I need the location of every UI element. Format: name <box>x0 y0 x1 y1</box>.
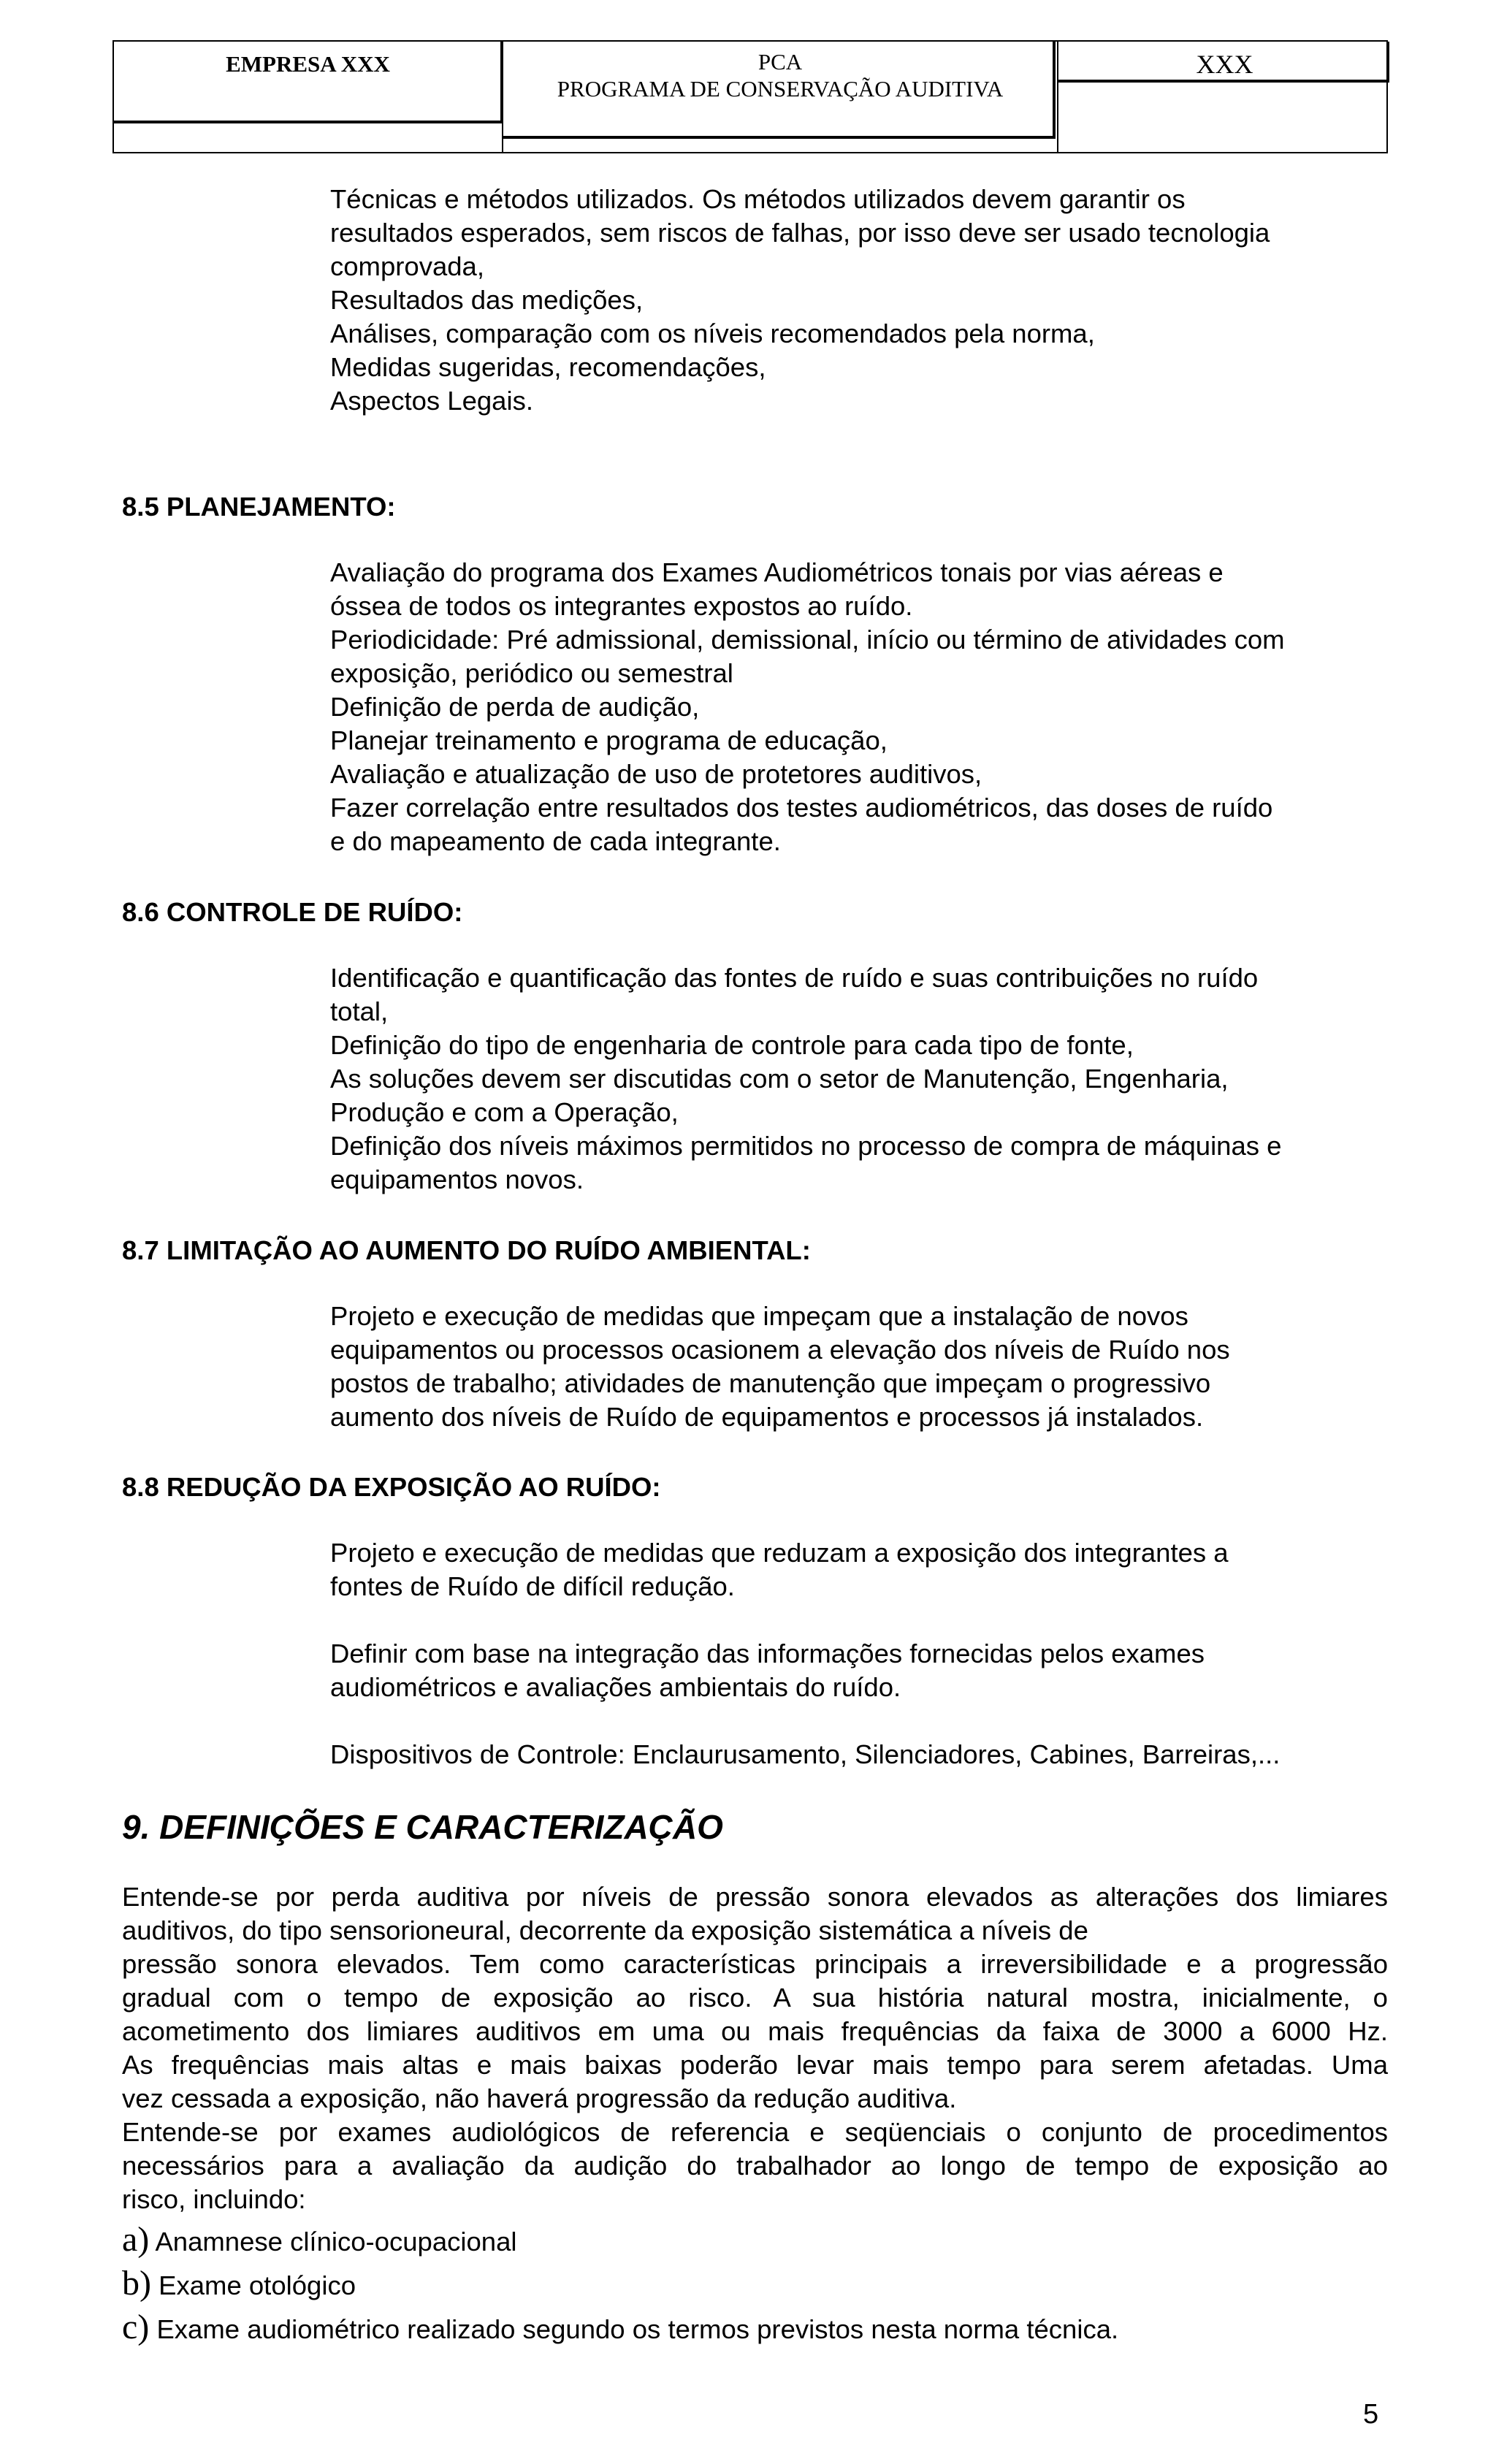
intro-list <box>330 183 1270 418</box>
header-divider <box>1057 83 1058 153</box>
text-line: audiométricos e avaliações ambientais do ruído. <box>330 1672 901 1702</box>
list-letter: b) <box>122 2264 151 2303</box>
list-item <box>122 2263 356 2303</box>
section-heading-8-7: 8.7 LIMITAÇÃO AO AUMENTO DO RUÍDO AMBIENTAL: <box>122 1235 811 1265</box>
text-line: Planejar treinamento e programa de educação, <box>330 725 888 755</box>
program-name: PROGRAMA DE CONSERVAÇÃO AUDITIVA <box>557 76 1004 102</box>
page-number: 5 <box>1363 2399 1379 2430</box>
text-line: fontes de Ruído de difícil redução. <box>330 1571 735 1601</box>
text-line: Definição do tipo de engenharia de controle para cada tipo de fonte, <box>330 1030 1134 1060</box>
text-line: auditivos, do tipo sensorioneural, decorrente da exposição sistemática a níveis de <box>122 1915 1088 1945</box>
section-8-7-text <box>330 1300 1230 1434</box>
doc-ref-cell <box>1057 42 1389 83</box>
text-line: Definir com base na integração das informações fornecidas pelos exames <box>330 1639 1205 1668</box>
section-heading-9: 9. DEFINIÇÕES E CARACTERIZAÇÃO <box>122 1808 723 1846</box>
text-line: As soluções devem ser discutidas com o setor de Manutenção, Engenharia, <box>330 1064 1229 1094</box>
text-line: exposição, periódico ou semestral <box>330 658 733 688</box>
program-cell <box>502 42 1056 139</box>
list-letter: c) <box>122 2308 150 2346</box>
list-letter: a) <box>122 2220 150 2259</box>
text-line: equipamentos ou processos ocasionem a elevação dos níveis de Ruído nos <box>330 1335 1230 1365</box>
text-line: Entende-se por perda auditiva por níveis de pressão sonora elevados as alterações dos limiares <box>122 1882 1388 1912</box>
program-code: PCA <box>757 49 803 75</box>
list-item <box>122 2219 517 2259</box>
text-line: Entende-se por exames audiológicos de referencia e seqüenciais o conjunto de procedimentos <box>122 2117 1388 2147</box>
text-line: Identificação e quantificação das fontes de ruído e suas contribuições no ruído <box>330 963 1259 993</box>
text-line: Medidas sugeridas, recomendações, <box>330 352 766 382</box>
header-divider <box>502 122 503 153</box>
text-line: Produção e com a Operação, <box>330 1097 679 1127</box>
text-line: Fazer correlação entre resultados dos testes audiométricos, das doses de ruído <box>330 793 1273 823</box>
section-8-8-para-2 <box>330 1637 1205 1704</box>
text-line: Definição de perda de audição, <box>330 692 700 722</box>
section-8-8-para-1 <box>330 1536 1229 1603</box>
text-line: Avaliação e atualização de uso de protetores auditivos, <box>330 759 982 789</box>
text-line: Técnicas e métodos utilizados. Os métodos utilizados devem garantir os <box>330 184 1186 214</box>
text-line: postos de trabalho; atividades de manutenção que impeçam o progressivo <box>330 1368 1211 1398</box>
text-line: Projeto e execução de medidas que impeçam que a instalação de novos <box>330 1301 1188 1331</box>
list-item <box>122 2307 1118 2347</box>
document-header <box>112 40 1388 153</box>
text-line: Projeto e execução de medidas que reduzam a exposição dos integrantes a <box>330 1538 1229 1568</box>
text-line: e do mapeamento de cada integrante. <box>330 826 781 856</box>
text-line: gradual com o tempo de exposição ao risco. A sua história natural mostra, inicialmente, o <box>122 1983 1388 2013</box>
text-line: necessários para a avaliação da audição do trabalhador ao longo de tempo de exposição ao <box>122 2151 1388 2181</box>
text-line: Periodicidade: Pré admissional, demissional, início ou término de atividades com <box>330 625 1285 655</box>
section-9-para-2 <box>122 2116 1388 2216</box>
text-line: equipamentos novos. <box>330 1164 584 1194</box>
section-9-para-1 <box>122 1880 1388 2116</box>
text-line: Avaliação do programa dos Exames Audiométricos tonais por vias aéreas e <box>330 557 1224 587</box>
text-line: Análises, comparação com os níveis recomendados pela norma, <box>330 319 1095 348</box>
text-line: aumento dos níveis de Ruído de equipamentos e processos já instalados. <box>330 1402 1204 1432</box>
text-line: risco, incluindo: <box>122 2184 306 2214</box>
text-line: resultados esperados, sem riscos de falhas, por isso deve ser usado tecnologia <box>330 218 1270 248</box>
text-line: Aspectos Legais. <box>330 386 533 416</box>
text-line: Definição dos níveis máximos permitidos no processo de compra de máquinas e <box>330 1131 1282 1161</box>
section-8-6-list <box>330 961 1281 1197</box>
company-cell <box>114 42 502 122</box>
header-divider <box>114 122 502 123</box>
section-heading-8-6: 8.6 CONTROLE DE RUÍDO: <box>122 897 463 927</box>
section-8-8-para-3: Dispositivos de Controle: Enclaurusamento, Silenciadores, Cabines, Barreiras,... <box>330 1739 1281 1769</box>
text-line: óssea de todos os integrantes expostos ao ruído. <box>330 591 913 621</box>
company-name: EMPRESA XXX <box>226 51 390 77</box>
text-line: comprovada, <box>330 251 484 281</box>
text-line: acometimento dos limiares auditivos em uma ou mais frequências da faixa de 3000 a 6000 Hz. <box>122 2016 1388 2046</box>
text-line: vez cessada a exposição, não haverá progressão da redução auditiva. <box>122 2083 957 2113</box>
section-heading-8-8: 8.8 REDUÇÃO DA EXPOSIÇÃO AO RUÍDO: <box>122 1472 661 1502</box>
text-line: pressão sonora elevados. Tem como características principais a irreversibilidade e a progressão <box>122 1949 1388 1979</box>
text-line: total, <box>330 996 389 1026</box>
text-line: Resultados das medições, <box>330 285 644 315</box>
text-line: As frequências mais altas e mais baixas poderão levar mais tempo para serem afetadas. Uma <box>122 2050 1388 2080</box>
section-8-5-list <box>330 556 1285 858</box>
section-heading-8-5: 8.5 PLANEJAMENTO: <box>122 492 396 522</box>
doc-ref: XXX <box>1196 50 1253 79</box>
list-item-text: Exame audiométrico realizado segundo os termos previstos nesta norma técnica. <box>156 2314 1119 2344</box>
list-item-text: Anamnese clínico-ocupacional <box>155 2227 517 2257</box>
list-item-text: Exame otológico <box>159 2270 356 2300</box>
